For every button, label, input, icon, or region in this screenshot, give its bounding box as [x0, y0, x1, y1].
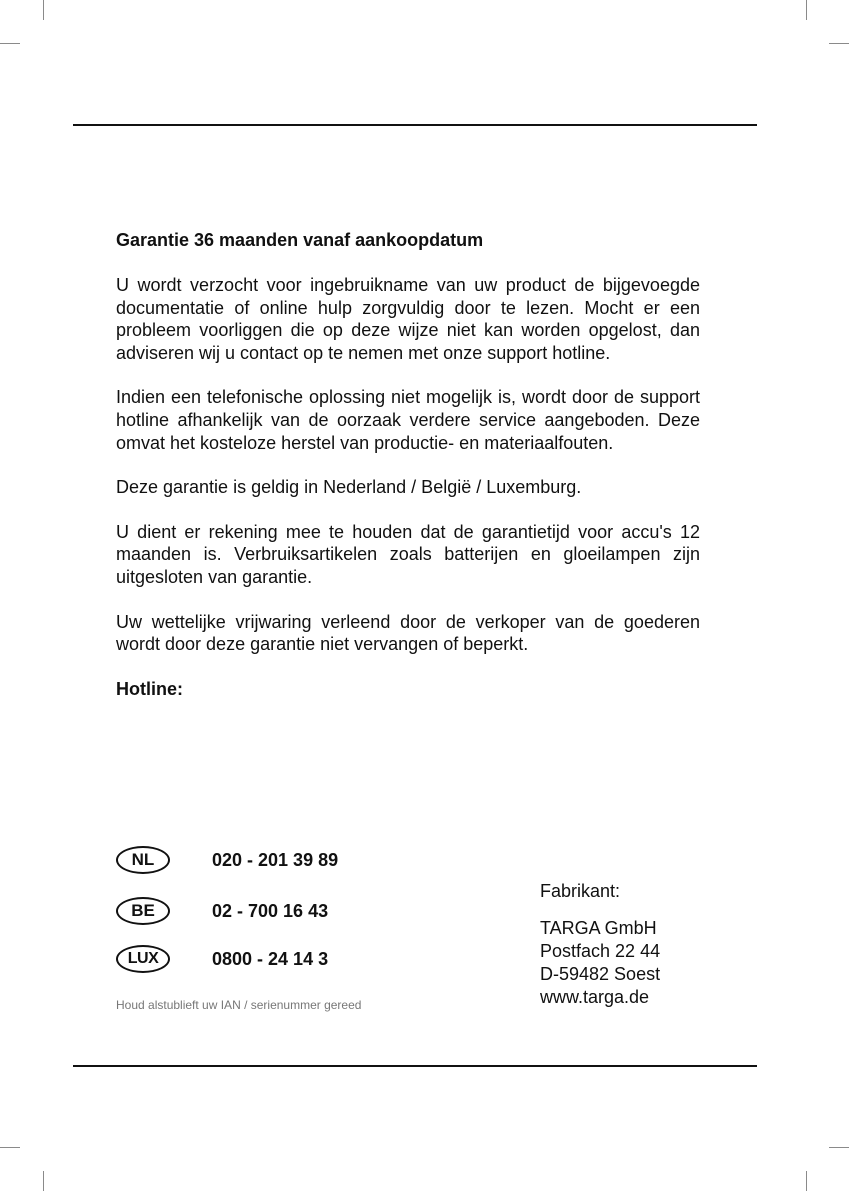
hotline-row-lux: [116, 944, 329, 974]
manufacturer-block: [540, 880, 660, 1009]
crop-mark: [0, 43, 20, 44]
manufacturer-name: TARGA GmbH: [540, 918, 657, 938]
phone-number-be: 02 - 700 16 43: [212, 900, 329, 921]
crop-mark: [43, 0, 44, 20]
paragraph-service: Indien een telefonische oplossing niet mogelijk is, wordt door de support hotline afhankelijk van de oorzaak verdere service aangeboden. Deze omvat het kosteloze herstel van productie- en materiaalfouten.: [116, 387, 700, 453]
warranty-text: [116, 229, 700, 700]
country-badge-be: BE: [116, 897, 170, 925]
crop-mark: [829, 43, 849, 44]
top-rule: [73, 124, 757, 126]
country-badge-nl: NL: [116, 846, 170, 874]
page-title: Garantie 36 maanden vanaf aankoopdatum: [116, 230, 484, 250]
crop-mark: [806, 0, 807, 20]
paragraph-validity: Deze garantie is geldig in Nederland / België / Luxemburg.: [116, 477, 582, 498]
crop-mark: [43, 1171, 44, 1191]
crop-mark: [829, 1147, 849, 1148]
bottom-rule: [73, 1065, 757, 1067]
phone-number-lux: 0800 - 24 14 3: [212, 948, 329, 969]
paragraph-intro: U wordt verzocht voor ingebruikname van uw product de bijgevoegde documentatie of online hulp zorgvuldig door te lezen. Mocht er een probleem voorliggen die op deze wijze niet kan worden opgelost, dan adviseren wij u contact op te nemen met onze support hotline.: [116, 275, 700, 363]
serial-number-note: Houd alstublieft uw IAN / serienummer gereed: [116, 998, 362, 1012]
phone-number-nl: 020 - 201 39 89: [212, 849, 339, 870]
crop-mark: [0, 1147, 20, 1148]
manufacturer-label: Fabrikant:: [540, 881, 621, 901]
hotline-title: Hotline:: [116, 678, 183, 699]
manufacturer-address-line1: Postfach 22 44: [540, 941, 661, 961]
hotline-row-be: [116, 896, 329, 926]
country-badge-lux: LUX: [116, 945, 170, 973]
hotline-row-nl: [116, 845, 339, 875]
crop-mark: [806, 1171, 807, 1191]
paragraph-batteries: U dient er rekening mee te houden dat de garantietijd voor accu's 12 maanden is. Verbruiksartikelen zoals batterijen en gloeilampen zijn uitgesloten van garantie.: [116, 521, 700, 587]
paragraph-legal: Uw wettelijke vrijwaring verleend door de verkoper van de goederen wordt door deze garantie niet vervangen of beperkt.: [116, 611, 700, 655]
manufacturer-address-line2: D-59482 Soest: [540, 964, 661, 984]
manufacturer-website: www.targa.de: [540, 987, 650, 1007]
